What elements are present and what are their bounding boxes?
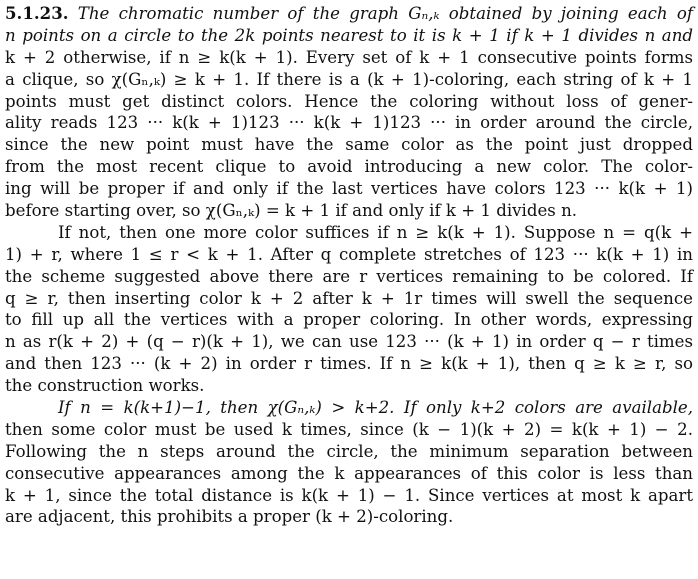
text-line: Following the n steps around the circle, the minimum separation between — [5, 441, 693, 461]
text-line: k + 2 otherwise, if n ≥ k(k + 1). Every set of k + 1 consecutive points forms — [5, 47, 693, 67]
problem-statement-line: n points on a circle to the 2k points nearest to it is k + 1 if k + 1 divides n and — [5, 25, 693, 45]
text-line: points must get distinct colors. Hence the coloring without loss of gener- — [5, 91, 693, 111]
problem-number: 5.1.23. — [5, 3, 69, 23]
text-line — [5, 397, 693, 419]
text-line: from the most recent clique to avoid introducing a new color. The color- — [5, 157, 693, 177]
claim-statement: If n = k(k+1)−1, then χ(Gₙ,ₖ) > k+2. If only k+2 colors are available, — [58, 398, 693, 418]
text-line: a clique, so χ(Gₙ,ₖ) ≥ k + 1. If there is a (k + 1)-coloring, each string of k + 1 — [5, 69, 693, 89]
text-line — [5, 25, 693, 47]
text-line: If not, then one more color suffices if n ≥ k(k + 1). Suppose n = q(k + — [58, 222, 693, 242]
problem-statement-line: The chromatic number of the graph Gₙ,ₖ obtained by joining each of — [77, 4, 693, 23]
text-line: and then 123 ··· (k + 2) in order r times. If n ≥ k(k + 1), then q ≥ k ≥ r, so — [5, 354, 693, 374]
text-line: are adjacent, this prohibits a proper (k + 2)-coloring. — [5, 507, 454, 527]
text-line: ality reads 123 ··· k(k + 1)123 ··· k(k + 1)123 ··· in order around the circle, — [5, 113, 693, 133]
text-line: n as r(k + 2) + (q − r)(k + 1), we can use 123 ··· (k + 1) in order q − r times — [5, 332, 693, 352]
text-line: before starting over, so χ(Gₙ,ₖ) = k + 1 if and only if k + 1 divides n. — [5, 201, 578, 221]
text-line: the construction works. — [5, 376, 205, 396]
text-line: to fill up all the vertices with a proper coloring. In other words, expressing — [5, 310, 693, 330]
text-line: the scheme suggested above there are r vertices remaining to be colored. If — [5, 266, 693, 286]
text-line: since the new point must have the same color as the point just dropped — [5, 135, 693, 155]
text-line: k + 1, since the total distance is k(k + 1) − 1. Since vertices at most k apart — [5, 485, 693, 505]
text-line: consecutive appearances among the k appearances of this color is less than — [5, 463, 693, 483]
text-line: q ≥ r, then inserting color k + 2 after k + 1r times will swell the sequence — [5, 288, 693, 308]
text-line: 1) + r, where 1 ≤ r < k + 1. After q complete stretches of 123 ··· k(k + 1) in — [5, 244, 693, 264]
text-line: ing will be proper if and only if the last vertices have colors 123 ··· k(k + 1) — [5, 179, 693, 199]
text-line: then some color must be used k times, since (k − 1)(k + 2) = k(k + 1) − 2. — [5, 419, 693, 439]
solution-text — [5, 3, 693, 528]
text-line — [5, 3, 693, 25]
